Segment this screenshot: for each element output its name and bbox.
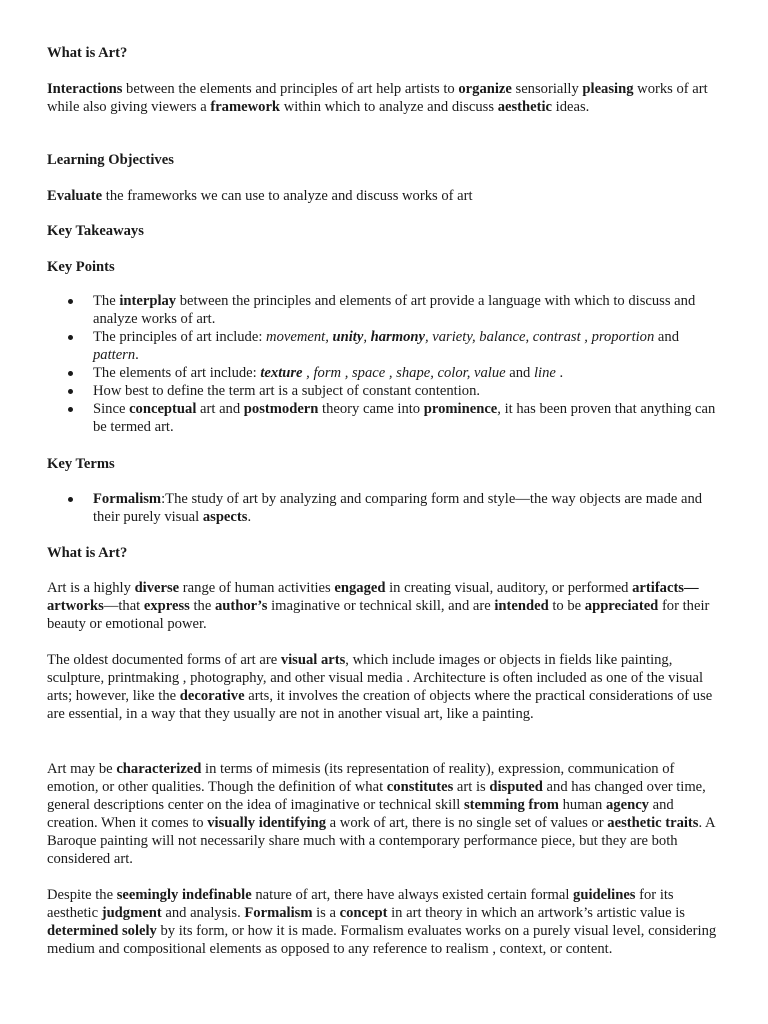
text-run: in terms of mimesis (its representation of reality), expression, communication of emotion, or other qualities. Though the definition of what bbox=[47, 761, 675, 795]
text-run: . bbox=[555, 365, 564, 381]
heading-key-points: Key Points bbox=[47, 259, 115, 275]
text-run: nature of art, there have always existed certain formal bbox=[251, 887, 574, 903]
paragraph-visual-arts bbox=[47, 651, 727, 723]
text-run: guidelines bbox=[573, 887, 636, 903]
text-run: Evaluate bbox=[47, 188, 103, 204]
text-run: The oldest documented forms of art are bbox=[47, 652, 281, 668]
text-run: The elements of art include: bbox=[93, 365, 261, 381]
text-run: stemming from bbox=[463, 797, 559, 813]
text-run: concept bbox=[339, 905, 388, 921]
text-run: appreciated bbox=[584, 598, 659, 614]
text-run: express bbox=[143, 598, 190, 614]
text-run: —that bbox=[103, 598, 144, 614]
text-run: Since bbox=[93, 401, 130, 417]
text-run: harmony bbox=[370, 329, 425, 345]
text-run: pleasing bbox=[582, 81, 634, 97]
text-run: , bbox=[363, 329, 371, 345]
text-run: decorative bbox=[179, 688, 245, 704]
text-run: and bbox=[505, 365, 534, 381]
text-run: The bbox=[93, 293, 120, 309]
text-run: Formalism bbox=[244, 905, 313, 921]
text-run: engaged bbox=[334, 580, 386, 596]
text-run: a work of art, there is no single set of values or bbox=[326, 815, 608, 831]
text-run: author’s bbox=[214, 598, 268, 614]
text-run: judgment bbox=[101, 905, 162, 921]
text-run: art is bbox=[453, 779, 490, 795]
list-item bbox=[47, 364, 727, 382]
heading-key-terms: Key Terms bbox=[47, 456, 115, 472]
text-run: determined solely bbox=[47, 923, 157, 939]
list-item bbox=[47, 400, 727, 436]
paragraph-characterized bbox=[47, 760, 727, 868]
paragraph-formalism bbox=[47, 886, 727, 958]
text-run: , it has been proven that anything can be termed art. bbox=[93, 401, 716, 435]
heading-learning-objectives: Learning Objectives bbox=[47, 152, 174, 168]
text-run: conceptual bbox=[129, 401, 197, 417]
list-item bbox=[47, 490, 727, 526]
list-item bbox=[47, 292, 727, 328]
text-run: organize bbox=[458, 81, 512, 97]
text-run: . bbox=[135, 347, 139, 363]
paragraph-art-definition bbox=[47, 579, 727, 633]
text-run: constitutes bbox=[386, 779, 454, 795]
text-run: . A Baroque painting will not necessarily share much with a contemporary performance piece, but they are both considered art. bbox=[47, 815, 715, 867]
text-run: , variety, balance, contrast , proportion bbox=[424, 329, 655, 345]
text-run: for their beauty or emotional power. bbox=[47, 598, 710, 632]
text-run: aspects bbox=[202, 509, 248, 525]
intro-paragraph bbox=[47, 80, 727, 116]
text-run: and analysis. bbox=[161, 905, 245, 921]
text-run: pattern bbox=[93, 347, 136, 363]
text-run: arts, it involves the creation of objects where the practical considerations of use are essential, in a way that they usually are not in another visual art, like a painting. bbox=[47, 688, 713, 722]
text-run: intended bbox=[494, 598, 549, 614]
text-run: characterized bbox=[116, 761, 202, 777]
text-run: and bbox=[654, 329, 680, 345]
list-item bbox=[47, 328, 727, 364]
text-run: aesthetic bbox=[497, 99, 553, 115]
text-run: , which include images or objects in fields like painting, sculpture, printmaking , photography, and other visual media . Architecture is often included as one of the visual arts; however, like the bbox=[47, 652, 704, 704]
text-run: Despite the bbox=[47, 887, 117, 903]
text-run: line bbox=[533, 365, 556, 381]
objective-paragraph bbox=[47, 187, 727, 205]
text-run: artifacts— artworks bbox=[47, 580, 699, 614]
text-run: theory came into bbox=[318, 401, 424, 417]
key-points-list bbox=[47, 292, 727, 436]
text-run: texture bbox=[260, 365, 303, 381]
text-run: within which to analyze and discuss bbox=[280, 99, 498, 115]
text-run: art and bbox=[196, 401, 244, 417]
heading-key-takeaways: Key Takeaways bbox=[47, 223, 144, 239]
text-run: visual arts bbox=[280, 652, 346, 668]
text-run: between the elements and principles of art help artists to bbox=[122, 81, 459, 97]
text-run: postmodern bbox=[243, 401, 319, 417]
text-run: the frameworks we can use to analyze and discuss works of art bbox=[102, 188, 473, 204]
heading-what-is-art: What is Art? bbox=[47, 45, 128, 61]
text-run: for its aesthetic bbox=[47, 887, 674, 921]
text-run: :The study of art by analyzing and comparing form and style—the way objects are made and their purely visual bbox=[93, 491, 703, 525]
text-run: in creating visual, auditory, or performed bbox=[385, 580, 633, 596]
text-run: is a bbox=[312, 905, 340, 921]
text-run: the bbox=[189, 598, 215, 614]
text-run: Art is a highly bbox=[47, 580, 135, 596]
text-run: Interactions bbox=[47, 81, 123, 97]
text-run: visually identifying bbox=[207, 815, 327, 831]
text-run: sensorially bbox=[511, 81, 583, 97]
text-run: unity bbox=[332, 329, 364, 345]
text-run: disputed bbox=[489, 779, 543, 795]
text-run: . bbox=[247, 509, 252, 525]
text-run: Formalism bbox=[93, 491, 162, 507]
text-run: between the principles and elements of art provide a language with which to discuss and analyze works of art. bbox=[93, 293, 696, 327]
text-run: range of human activities bbox=[179, 580, 335, 596]
list-item bbox=[47, 382, 727, 400]
text-run: framework bbox=[210, 99, 281, 115]
text-run: How best to define the term art is a subject of constant contention. bbox=[93, 383, 481, 399]
text-run: by its form, or how it is made. Formalism evaluates works on a purely visual level, considering medium and compositional elements as opposed to any reference to realism , context, or content. bbox=[47, 923, 717, 957]
text-run: to be bbox=[548, 598, 585, 614]
text-run: diverse bbox=[134, 580, 180, 596]
text-run: agency bbox=[606, 797, 649, 813]
text-run: interplay bbox=[119, 293, 177, 309]
text-run: movement, bbox=[266, 329, 333, 345]
text-run: , form , space , shape, color, value bbox=[302, 365, 506, 381]
key-terms-list bbox=[47, 490, 727, 526]
text-run: and creation. When it comes to bbox=[47, 797, 674, 831]
text-run: human bbox=[558, 797, 606, 813]
text-run: Art may be bbox=[47, 761, 117, 777]
text-run: prominence bbox=[423, 401, 498, 417]
text-run: aesthetic traits bbox=[607, 815, 699, 831]
text-run: seemingly indefinable bbox=[116, 887, 252, 903]
text-run: works of art while also giving viewers a bbox=[47, 81, 708, 115]
text-run: The principles of art include: bbox=[93, 329, 267, 345]
heading-what-is-art-2: What is Art? bbox=[47, 545, 128, 561]
text-run: ideas. bbox=[552, 99, 590, 115]
text-run: in art theory in which an artwork’s artistic value is bbox=[387, 905, 685, 921]
text-run: and has changed over time, general descriptions center on the idea of imaginative or technical skill bbox=[47, 779, 706, 813]
text-run: imaginative or technical skill, and are bbox=[267, 598, 495, 614]
